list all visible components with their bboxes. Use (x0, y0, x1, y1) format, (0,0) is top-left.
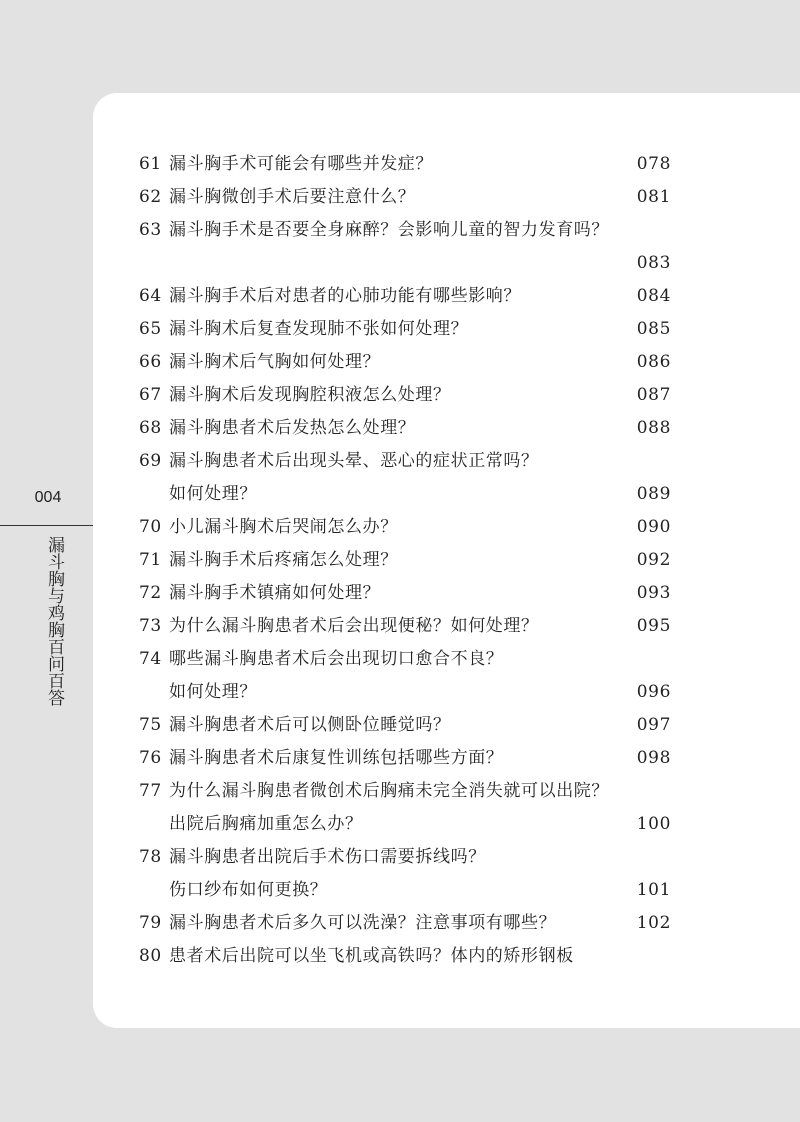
toc-entry-number: 71 (139, 550, 162, 570)
toc-entry-title: 漏斗胸手术是否要全身麻醉？会影响儿童的智力发育吗？ (169, 220, 609, 240)
toc-line (139, 280, 671, 313)
toc-entry-number: 69 (139, 451, 162, 471)
toc-page-number: 088 (636, 418, 671, 438)
toc-entry-title: 漏斗胸患者术后康复性训练包括哪些方面？ (169, 748, 504, 768)
toc-entry-title: 哪些漏斗胸患者术后会出现切口愈合不良？ (169, 649, 504, 669)
toc-entry-title: 小儿漏斗胸术后哭闹怎么办？ (169, 517, 398, 537)
toc-entry[interactable] (139, 709, 671, 742)
toc-line (139, 874, 671, 907)
toc-entry[interactable] (139, 643, 671, 709)
toc-entry[interactable] (139, 940, 671, 973)
toc-entry[interactable] (139, 346, 671, 379)
toc-line (139, 775, 671, 808)
toc-entry-number: 63 (139, 220, 162, 240)
toc-line (139, 940, 671, 973)
toc-entry[interactable] (139, 412, 671, 445)
toc-entry-title: 伤口纱布如何更换？ (169, 880, 328, 900)
toc-line (139, 643, 671, 676)
toc-entry-number: 79 (139, 913, 162, 933)
toc-entry-number: 68 (139, 418, 162, 438)
toc-page-number: 093 (636, 583, 671, 603)
toc-line (139, 808, 671, 841)
toc-page-number: 097 (636, 715, 671, 735)
table-of-contents (139, 148, 671, 973)
toc-entry[interactable] (139, 148, 671, 181)
toc-entry-title: 漏斗胸术后发现胸腔积液怎么处理？ (169, 385, 451, 405)
toc-page-number: 092 (636, 550, 671, 570)
toc-entry[interactable] (139, 280, 671, 313)
toc-entry-number: 61 (139, 154, 162, 174)
toc-entry-number: 65 (139, 319, 162, 339)
toc-entry-title: 如何处理？ (169, 682, 257, 702)
toc-entry[interactable] (139, 775, 671, 841)
toc-entry-title: 出院后胸痛加重怎么办？ (169, 814, 363, 834)
toc-entry-title: 漏斗胸术后气胸如何处理？ (169, 352, 381, 372)
toc-page-number: 095 (636, 616, 671, 636)
toc-page-number: 085 (636, 319, 671, 339)
toc-entry-title: 患者术后出院可以坐飞机或高铁吗？体内的矫形钢板 (169, 946, 574, 966)
toc-entry[interactable] (139, 313, 671, 346)
toc-entry-title: 漏斗胸手术可能会有哪些并发症？ (169, 154, 433, 174)
toc-entry[interactable] (139, 841, 671, 907)
toc-entry-number: 74 (139, 649, 162, 669)
toc-entry-title: 漏斗胸手术后疼痛怎么处理？ (169, 550, 398, 570)
toc-entry-number: 75 (139, 715, 162, 735)
toc-entry-title: 如何处理？ (169, 484, 257, 504)
toc-page-number: 089 (636, 484, 671, 504)
toc-line (139, 379, 671, 412)
toc-entry-title: 漏斗胸手术镇痛如何处理？ (169, 583, 381, 603)
toc-entry-number: 72 (139, 583, 162, 603)
toc-page-number: 098 (636, 748, 671, 768)
toc-entry-number: 80 (139, 946, 162, 966)
toc-entry-title: 漏斗胸微创手术后要注意什么？ (169, 187, 416, 207)
toc-entry-number: 70 (139, 517, 162, 537)
toc-entry-title: 漏斗胸患者出院后手术伤口需要拆线吗？ (169, 847, 486, 867)
toc-line (139, 181, 671, 214)
toc-line (139, 247, 671, 280)
toc-line (139, 511, 671, 544)
toc-entry-title: 为什么漏斗胸患者术后会出现便秘？如何处理？ (169, 616, 539, 636)
toc-line (139, 313, 671, 346)
toc-line (139, 544, 671, 577)
toc-entry[interactable] (139, 445, 671, 511)
toc-line (139, 478, 671, 511)
toc-line (139, 346, 671, 379)
toc-entry[interactable] (139, 379, 671, 412)
side-divider (0, 525, 93, 526)
toc-page-number: 086 (636, 352, 671, 372)
toc-entry[interactable] (139, 742, 671, 775)
toc-page-number: 087 (636, 385, 671, 405)
toc-line (139, 610, 671, 643)
toc-line (139, 841, 671, 874)
toc-entry-number: 67 (139, 385, 162, 405)
toc-line (139, 445, 671, 478)
toc-page-number: 096 (636, 682, 671, 702)
toc-entry-number: 66 (139, 352, 162, 372)
toc-page-number: 078 (636, 154, 671, 174)
toc-entry-title: 漏斗胸术后复查发现肺不张如何处理？ (169, 319, 469, 339)
toc-page-number: 100 (636, 814, 671, 834)
toc-line (139, 214, 671, 247)
toc-line (139, 412, 671, 445)
toc-entry[interactable] (139, 610, 671, 643)
book-title: 漏斗胸与鸡胸百问百答 (44, 536, 64, 706)
toc-entry-title: 漏斗胸手术后对患者的心肺功能有哪些影响？ (169, 286, 521, 306)
toc-entry-number: 62 (139, 187, 162, 207)
toc-page-number: 084 (636, 286, 671, 306)
toc-entry[interactable] (139, 907, 671, 940)
toc-line (139, 676, 671, 709)
toc-entry-number: 76 (139, 748, 162, 768)
toc-page-number: 081 (636, 187, 671, 207)
toc-entry[interactable] (139, 511, 671, 544)
toc-line (139, 577, 671, 610)
toc-entry[interactable] (139, 577, 671, 610)
toc-line (139, 709, 671, 742)
toc-line (139, 742, 671, 775)
toc-entry-number: 73 (139, 616, 162, 636)
toc-entry-title: 漏斗胸患者术后可以侧卧位睡觉吗？ (169, 715, 451, 735)
toc-entry-number: 64 (139, 286, 162, 306)
toc-entry[interactable] (139, 214, 671, 280)
toc-line (139, 907, 671, 940)
toc-entry[interactable] (139, 544, 671, 577)
toc-page-number: 083 (636, 253, 671, 273)
page-number: 004 (34, 489, 62, 506)
toc-entry-number: 78 (139, 847, 162, 867)
toc-page-number: 101 (636, 880, 671, 900)
toc-entry[interactable] (139, 181, 671, 214)
toc-page-number: 090 (636, 517, 671, 537)
toc-line (139, 148, 671, 181)
toc-entry-title: 漏斗胸患者术后出现头晕、恶心的症状正常吗？ (169, 451, 539, 471)
toc-entry-number: 77 (139, 781, 162, 801)
toc-entry-title: 漏斗胸患者术后多久可以洗澡？注意事项有哪些？ (169, 913, 557, 933)
toc-page-number: 102 (636, 913, 671, 933)
toc-entry-title: 为什么漏斗胸患者微创术后胸痛未完全消失就可以出院？ (169, 781, 609, 801)
toc-entry-title: 漏斗胸患者术后发热怎么处理？ (169, 418, 416, 438)
